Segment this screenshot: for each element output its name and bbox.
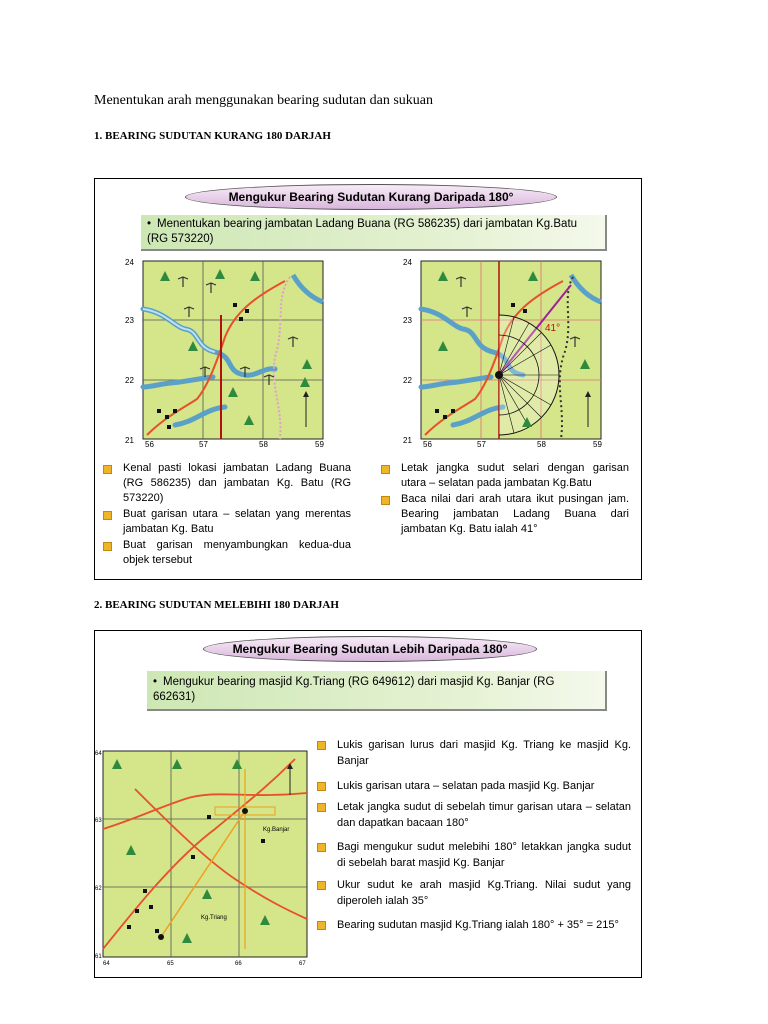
step-text: Buat garisan utara – selatan yang merentas jambatan Kg. Batu [123,508,351,535]
step-item [379,492,629,537]
map-right-y-label: 24 [403,258,412,267]
section1-note-text: Menentukan bearing jambatan Ladang Buana (RG 586235) dari jambatan Kg.Batu (RG 573220) [147,218,578,245]
section2-note-bullet: • [153,676,158,688]
map-right-x-label: 56 [423,440,432,447]
step-item [379,461,629,491]
map-right-x-label: 58 [537,440,546,447]
map2-y-label: 61 [95,954,102,960]
section1-note [141,215,607,251]
map-left-x-label: 59 [315,440,324,447]
map-left-x-label: 57 [199,440,208,447]
step-text: Letak jangka sudut selari dengan garisan utara – selatan pada jambatan Kg.Batu [401,462,629,489]
step-item [315,839,631,871]
map-right-x-label: 59 [593,440,602,447]
bullet-icon [381,465,390,474]
step-text: Ukur sudut ke arah masjid Kg.Triang. Nilai sudut yang diperoleh ialah 35° [337,879,631,907]
map2-y-label: 62 [95,886,102,892]
map2-x-label: 66 [235,961,242,967]
bullet-icon [103,511,112,520]
step-item [315,778,631,794]
map-left-y-label: 22 [125,376,134,385]
map-right-y-label: 23 [403,316,412,325]
map-left-x-label: 58 [259,440,268,447]
step-item [101,538,351,568]
map-left-y-label: 21 [125,436,134,445]
section2-steps [315,737,631,934]
label-kg-banjar: Kg.Banjar [263,827,290,833]
bullet-icon [381,496,390,505]
map-right-y-label: 21 [403,436,412,445]
step-text: Bagi mengukur sudut melebihi 180° letakkan jangka sudut di sebelah barat masjid Kg. Banjar [337,841,631,869]
bullet-icon [103,465,112,474]
map-right-x-label: 57 [477,440,486,447]
step-item [101,461,351,506]
map-left-y-label: 24 [125,258,134,267]
label-kg-triang: Kg.Triang [201,915,227,921]
map-left-x-label: 56 [145,440,154,447]
map-left-y-label: 23 [125,316,134,325]
section1-heading: 1. BEARING SUDUTAN KURANG 180 DARJAH [94,130,331,142]
section2-note-text: Mengukur bearing masjid Kg.Triang (RG 649612) dari masjid Kg. Banjar (RG 662631) [153,676,555,703]
section1-figure [94,178,642,580]
map-protractor [403,257,613,447]
step-text: Baca nilai dari arah utara ikut pusingan jam. Bearing jambatan Ladang Buana dari jambatan Kg. Batu ialah 41° [401,493,629,535]
step-item [315,917,631,933]
section2-note [147,671,607,711]
intro-text: Menentukan arah menggunakan bearing sudutan dan sukuan [94,93,434,108]
section2-heading: 2. BEARING SUDUTAN MELEBIHI 180 DARJAH [94,599,339,611]
section2-figure [94,630,642,978]
map2-y-label: 64 [95,751,102,757]
bullet-icon [317,803,326,812]
map-kg-banjar [95,749,313,969]
bullet-icon [317,782,326,791]
step-text: Lukis garisan lurus dari masjid Kg. Triang ke masjid Kg. Banjar [337,739,631,767]
bullet-icon [317,741,326,750]
section1-banner: Mengukur Bearing Sudutan Kurang Daripada 180° [185,184,557,210]
step-text: Bearing sudutan masjid Kg.Triang ialah 180° + 35° = 215° [337,919,619,931]
step-item [315,799,631,831]
step-text: Buat garisan menyambungkan kedua-dua objek tersebut [123,539,351,566]
map2-x-label: 65 [167,961,174,967]
map-right-y-label: 22 [403,376,412,385]
map2-y-label: 63 [95,818,102,824]
section1-steps-right [379,461,629,538]
step-text: Lukis garisan utara – selatan pada masjid Kg. Banjar [337,780,595,792]
bullet-icon [317,843,326,852]
section2-banner: Mengukur Bearing Sudutan Lebih Daripada 180° [203,636,537,662]
step-text: Kenal pasti lokasi jambatan Ladang Buana (RG 586235) dan jambatan Kg. Batu (RG 573220) [123,462,351,504]
section1-note-bullet: • [147,218,152,230]
step-text: Letak jangka sudut di sebelah timur garisan utara – selatan dan dapatkan bacaan 180° [337,801,631,829]
step-item [101,507,351,537]
bullet-icon [317,921,326,930]
bullet-icon [103,542,112,551]
bullet-icon [317,881,326,890]
step-item [315,737,631,769]
step-item [315,877,631,909]
map2-x-label: 64 [103,961,110,967]
angle-label: 41° [545,323,561,334]
map-kg-batu [125,257,335,447]
section1-steps-left [101,461,351,569]
map2-x-label: 67 [299,961,306,967]
